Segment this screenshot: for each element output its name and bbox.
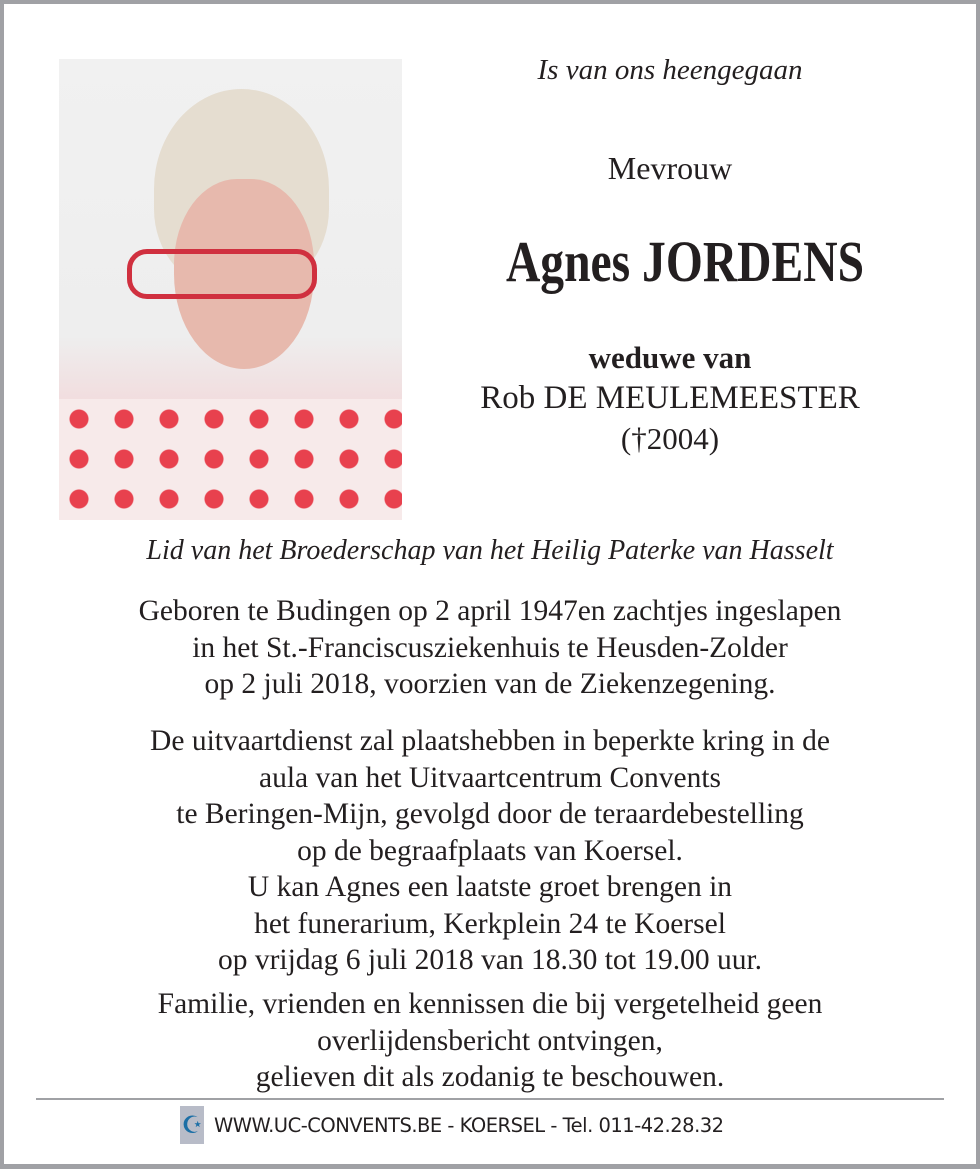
- deceased-name: Agnes JORDENS: [505, 229, 865, 294]
- text-line: overlijdensbericht ontvingen,: [317, 1024, 663, 1057]
- birth-death-paragraph: [0, 593, 980, 703]
- footer: [180, 1106, 724, 1144]
- text-line: De uitvaartdienst zal plaatshebben in beperkte kring in de: [150, 725, 830, 757]
- portrait-photo: [59, 59, 402, 520]
- text-line: op de begraafplaats van Koersel.: [297, 834, 683, 867]
- text-line: aula van het Uitvaartcentrum Convents: [258, 761, 722, 794]
- text-line: het funerarium, Kerkplein 24 te Koersel: [254, 907, 726, 940]
- notice-paragraph: [0, 986, 980, 1096]
- footer-divider: [36, 1098, 944, 1100]
- text-line: op 2 juli 2018, voorzien van de Ziekenzegening.: [204, 668, 776, 700]
- text-line: Familie, vrienden en kennissen die bij vergetelheid geen: [157, 988, 823, 1020]
- text-line: te Beringen-Mijn, gevolgd door de teraardebestelling: [176, 798, 804, 830]
- spouse-relation: weduwe van: [588, 340, 752, 375]
- text-line: op vrijdag 6 juli 2018 van 18.30 tot 19.00 uur.: [217, 944, 763, 976]
- text-line: gelieven dit als zodanig te beschouwen.: [255, 1061, 725, 1093]
- spouse-death-year: (†2004): [620, 421, 720, 456]
- photo-glasses: [127, 249, 317, 299]
- funeral-paragraph: [0, 723, 980, 979]
- footer-text: WWW.UC-CONVENTS.BE - KOERSEL - Tel. 011-42.28.32: [214, 1113, 724, 1137]
- text-line: U kan Agnes een laatste groet brengen in: [247, 871, 733, 903]
- title-text: Mevrouw: [607, 150, 733, 186]
- text-line: Geboren te Budingen op 2 april 1947en zachtjes ingeslapen: [138, 595, 842, 627]
- funeral-home-logo-icon: ☪: [180, 1106, 204, 1144]
- text-line: in het St.-Franciscusziekenhuis te Heusden-Zolder: [192, 631, 788, 664]
- intro-text: Is van ons heengegaan: [537, 54, 803, 86]
- spouse-name: Rob DE MEULEMEESTER: [480, 380, 860, 416]
- photo-shirt: [59, 399, 402, 520]
- membership-text: Lid van het Broederschap van het Heilig Paterke van Hasselt: [146, 535, 834, 566]
